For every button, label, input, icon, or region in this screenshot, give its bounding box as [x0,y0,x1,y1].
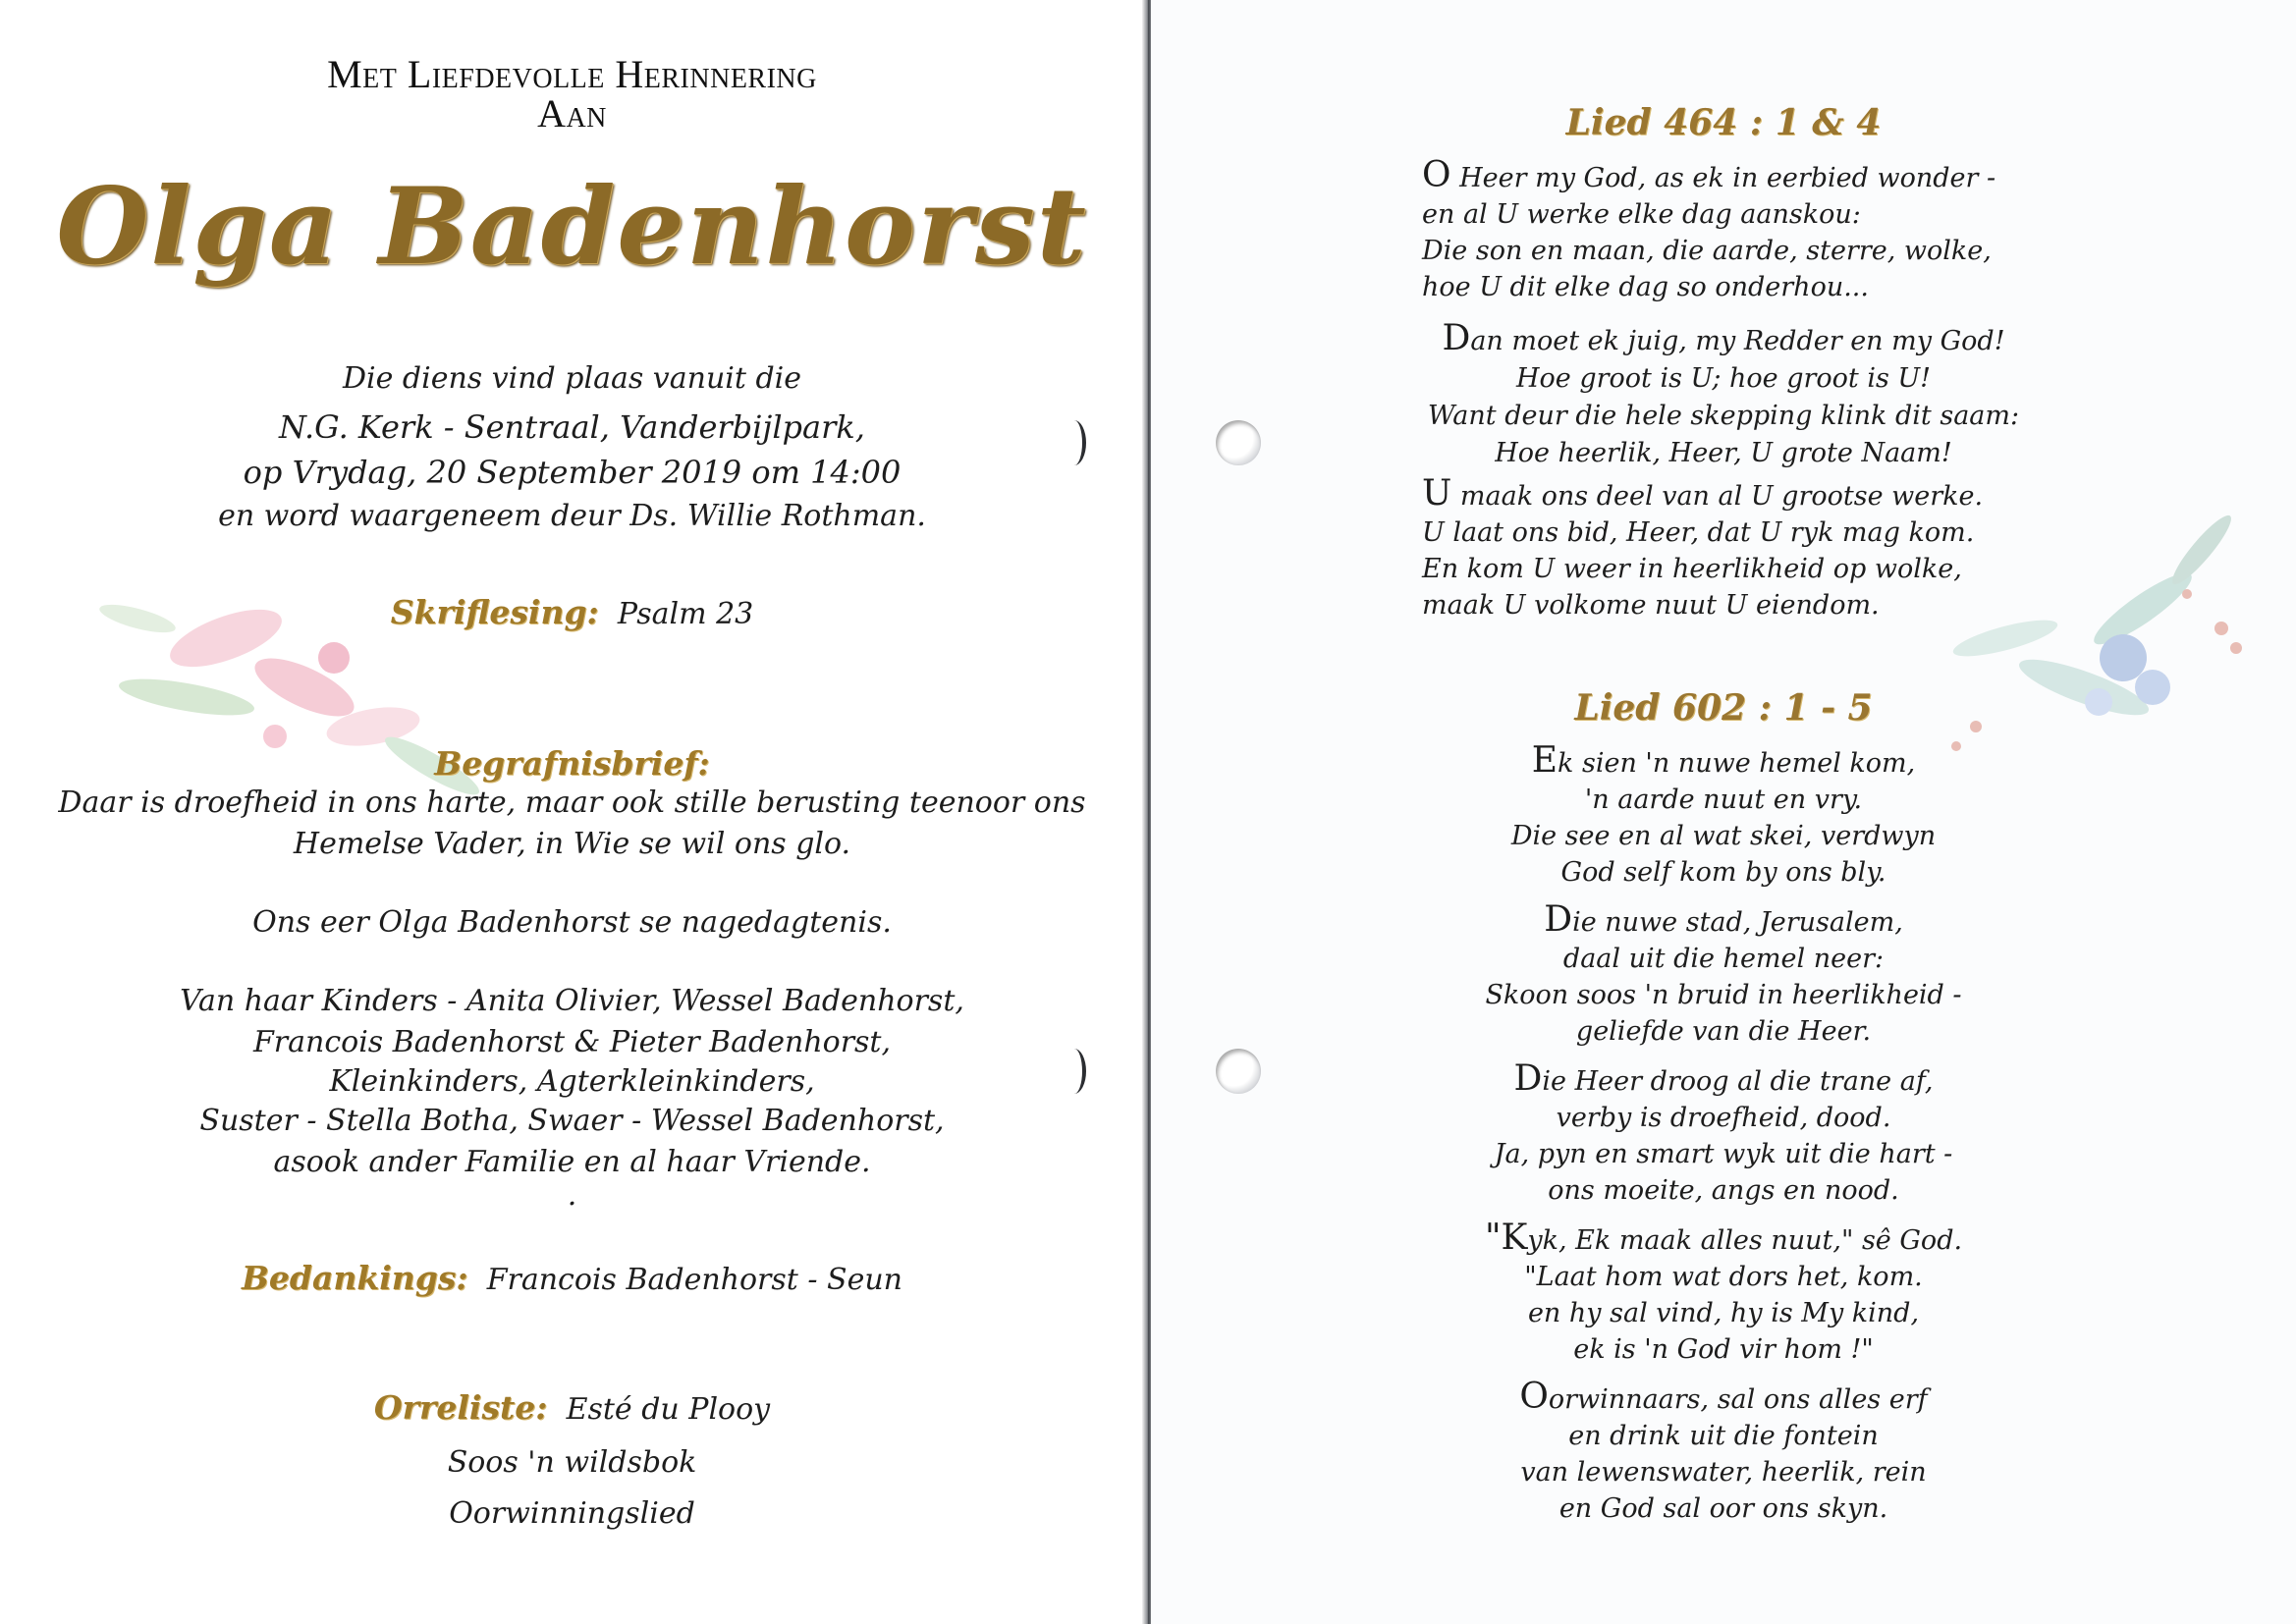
verse-line: en God sal oor ons skyn. [1558,1493,1888,1524]
punch-hole-edge-top [1063,420,1086,465]
family-line-1: Van haar Kinders - Anita Olivier, Wessel Badenhorst, [180,984,964,1018]
verse-line: k sien 'n nuwe hemel kom, [1558,748,1916,779]
verse-line: Skoon soos 'n bruid in heerlikheid - [1485,980,1962,1010]
piece-1: Soos 'n wildsbok [447,1445,697,1480]
hymn-2-verse-4 [1151,1219,2296,1368]
verse-line: daal uit die hemel neer: [1562,944,1885,974]
service-line-4: en word waargeneem deur Ds. Willie Rothman. [218,499,926,533]
hymn-2-verse-5 [1151,1379,2296,1527]
drop-cap: U [1422,473,1452,514]
hymn-2-title: Lied 602 : 1 - 5 [1574,687,1873,729]
verse-line: an moet ek juig, my Redder en my God! [1470,326,2005,356]
hymn-1-verse-1 [1422,157,1995,305]
verse-line: U laat ons bid, Heer, dat U ryk mag kom. [1422,517,1975,548]
verse-line: orwinnaars, sal ons alles erf [1548,1384,1928,1415]
verse-line: van lewenswater, heerlik, rein [1520,1457,1927,1488]
honour-line: Ons eer Olga Badenhorst se nagedagtenis. [252,905,892,940]
verse-line: ons moeite, angs en nood. [1548,1175,1899,1206]
drop-cap: E [1531,740,1558,781]
scripture-label: Skriflesing: [390,593,599,631]
family-line-3: Kleinkinders, Agterkleinkinders, [329,1064,815,1099]
drop-cap: D [1544,899,1573,940]
verse-line: ek is 'n God vir hom !" [1573,1334,1874,1365]
right-page [1151,0,2296,1624]
thanks-value: Francois Badenhorst - Seun [486,1263,902,1297]
organist-row [0,1388,1144,1427]
organist-label: Orreliste: [373,1388,548,1427]
verse-line: ie nuwe stad, Jerusalem, [1572,907,1903,938]
verse-line: hoe U dit elke dag so onderhou... [1422,272,1869,302]
drop-cap: "K [1484,1218,1528,1258]
verse-line: en al U werke elke dag aanskou: [1422,199,1861,230]
hymn-2-verse-3 [1151,1060,2296,1209]
organist-value: Esté du Plooy [566,1392,771,1427]
heading-line-2: Aan [537,91,607,135]
letter-label: Begrafnisbrief: [434,744,710,783]
verse-line: verby is droefheid, dood. [1556,1103,1891,1133]
drop-cap: O [1519,1377,1549,1417]
verse-line: Ja, pyn en smart wyk uit die hart - [1494,1139,1953,1169]
verse-line: 'n aarde nuut en vry. [1584,785,1863,815]
service-line-2: N.G. Kerk - Sentraal, Vanderbijlpark, [279,408,865,446]
hymn-2-verse-1 [1151,742,2296,891]
verse-line: God self kom by ons bly. [1560,857,1886,888]
scripture-value: Psalm 23 [617,597,754,631]
drop-cap: D [1513,1058,1543,1099]
verse-line: Hoe groot is U; hoe groot is U! [1515,363,1932,394]
heading-line-1: Met Liefdevolle Herinnering [327,52,817,96]
hymn-1-verse-2 [1151,320,2296,472]
verse-line: Die see en al wat skei, verdwyn [1510,821,1937,851]
hymn-1-verse-3 [1422,475,1983,623]
thanks-row [0,1259,1144,1297]
drop-cap: O [1422,155,1451,195]
punch-hole-edge-bottom [1063,1049,1086,1094]
verse-line: "Laat hom wat dors het, kom. [1524,1262,1923,1292]
family-line-4: Suster - Stella Botha, Swaer - Wessel Badenhorst, [199,1104,945,1138]
family-line-5: asook ander Familie en al haar Vriende. [273,1145,871,1179]
verse-line: maak ons deel van al U grootse werke. [1451,481,1984,512]
verse-line: en drink uit die fontein [1568,1421,1879,1451]
piece-2: Oorwinningslied [449,1496,695,1531]
verse-line: Want deur die hele skepping klink dit saam: [1427,401,2020,431]
hymn-2-verse-2 [1151,901,2296,1050]
verse-line: En kom U weer in heerlikheid op wolke, [1422,554,1962,584]
deceased-name: Olga Badenhorst [56,165,1088,289]
service-line-3: op Vrydag, 20 September 2019 om 14:00 [243,454,902,491]
separator-dot: . [567,1178,577,1213]
verse-line: ie Heer droog al die trane af, [1542,1066,1934,1097]
service-line-1: Die diens vind plaas vanuit die [342,361,802,396]
verse-line: Hoe heerlik, Heer, U grote Naam! [1495,438,1952,468]
verse-line: geliefde van die Heer. [1575,1016,1872,1047]
letter-line-1: Daar is droefheid in ons harte, maar ook stille berusting teenoor ons [58,785,1086,820]
letter-line-2: Hemelse Vader, in Wie se wil ons glo. [293,827,851,861]
drop-cap: D [1442,318,1471,358]
thanks-label: Bedankings: [242,1259,468,1297]
verse-line: yk, Ek maak alles nuut," sê God. [1527,1225,1963,1256]
hymn-1-title: Lied 464 : 1 & 4 [1565,102,1882,143]
left-page [0,0,1144,1624]
family-line-2: Francois Badenhorst & Pieter Badenhorst, [252,1025,892,1059]
scripture-row [0,593,1144,631]
verse-line: Heer my God, as ek in eerbied wonder - [1450,163,1996,193]
verse-line: en hy sal vind, hy is My kind, [1527,1298,1920,1328]
verse-line: Die son en maan, die aarde, sterre, wolke, [1422,236,1992,266]
verse-line: maak U volkome nuut U eiendom. [1422,590,1880,621]
